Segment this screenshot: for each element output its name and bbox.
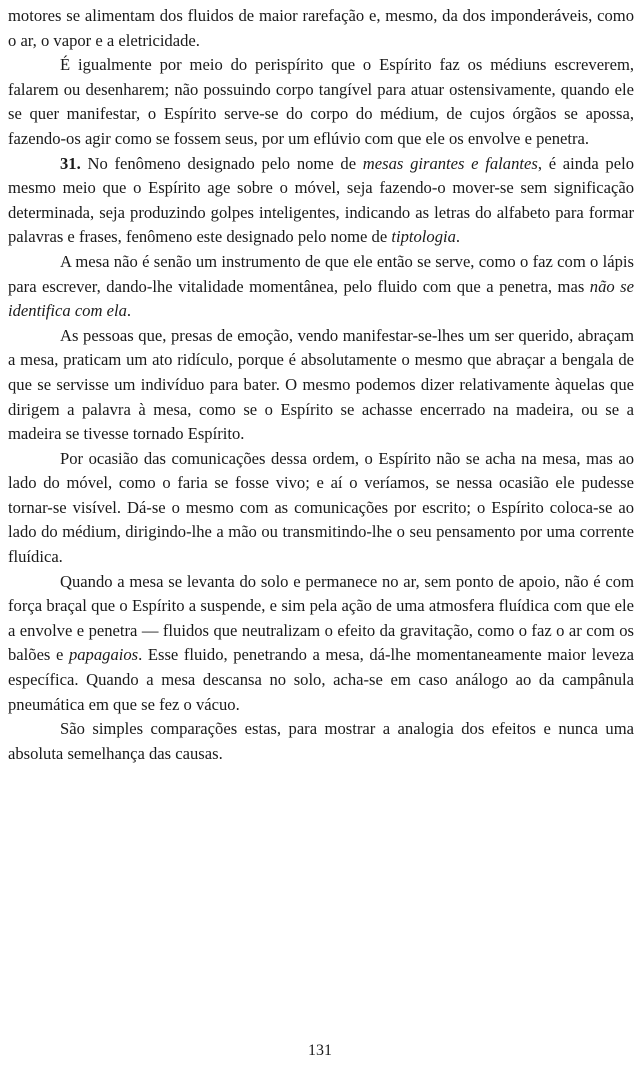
paragraph-levitacao xyxy=(8,570,634,718)
paragraph-instrumento xyxy=(8,250,634,324)
text-run: . Esse fluido, penetrando a mesa, dá-lhe momentaneamente maior leveza específica. Quando a mesa descansa no solo, acha-se em caso análogo ao da campânula pneumática em que se fez o vácuo. xyxy=(8,645,634,714)
paragraph-continuation: motores se alimentam dos fluidos de maior rarefação e, mesmo, da dos imponderáveis, como o ar, o vapor e a eletricidade. xyxy=(8,6,634,50)
text-run: Quando a mesa se levanta do solo e permanece no ar, sem ponto de apoio, não é com força braçal que o Espírito a suspende, e sim pela ação de uma atmosfera fluídica com que ele a envolve e penetra — fluidos que neutralizam o efeito da gravitação, como o faz o ar com os balões e xyxy=(8,571,634,665)
text-run: . xyxy=(126,301,132,321)
text-run: A mesa não é senão um instrumento de que ele então se serve, como o faz com o lápis para escrever, dando-lhe vitalidade momentânea, pelo fluido com que a penetra, mas xyxy=(8,251,634,296)
text-run: No fenômeno designado pelo nome de xyxy=(80,153,363,173)
text-run: . xyxy=(455,227,461,247)
paragraph-abracam-a-mesa: As pessoas que, presas de emoção, vendo manifestar-se-lhes um ser querido, abraçam a mesa, praticam um ato ridículo, porque é absolutamente o mesmo que abraçar a bengala de que se servisse um indivíduo para bater. O mesmo podemos dizer relativamente àquelas que dirigem a palavra à mesa, como se o Espírito se achasse encerrado na madeira, ou se a madeira se tivesse tornado Espírito. xyxy=(8,325,634,444)
italic-term-papagaios: papagaios xyxy=(68,645,139,665)
page-number: 131 xyxy=(308,1042,332,1059)
italic-term-mesas-girantes: mesas girantes e falantes xyxy=(362,153,538,173)
paragraph-perispirito: É igualmente por meio do perispírito que o Espírito faz os médiuns escreverem, falarem ou desenharem; não possuindo corpo tangível para atuar ostensivamente, quando ele se quer manifestar, o Espírito serve-se do corpo do médium, de cujos órgãos se apossa, fazendo-os agir como se fossem seus, por um eflúvio com que ele os envolve e penetra. xyxy=(8,55,634,148)
section-number: 31. xyxy=(60,153,81,173)
italic-term-tiptologia: tiptologia xyxy=(391,227,456,247)
paragraph-comunicacoes: Por ocasião das comunicações dessa ordem, o Espírito não se acha na mesa, mas ao lado do móvel, como o faria se fosse vivo; e aí o veríamos, se nessa ocasião ele pudesse tornar-se visível. Dá-se o mesmo com as comunicações por escrito; o Espírito coloca-se ao lado do médium, dirigindo-lhe a mão ou transmitindo-lhe o seu pensamento por uma corrente fluídica. xyxy=(8,448,634,567)
text-run: , é ainda pelo mesmo meio que o Espírito age sobre o móvel, seja fazendo-o mover-se sem significação determinada, seja produzindo golpes inteligentes, indicando as letras do alfabeto para formar palavras e frases, fenômeno este designado pelo nome de xyxy=(8,153,634,247)
italic-phrase-nao-se-identifica: não se identifica com ela xyxy=(8,276,634,321)
page-body xyxy=(8,4,634,766)
paragraph-section-31 xyxy=(8,152,634,250)
paragraph-comparacoes: São simples comparações estas, para mostrar a analogia dos efeitos e nunca uma absoluta semelhança das causas. xyxy=(8,719,634,763)
